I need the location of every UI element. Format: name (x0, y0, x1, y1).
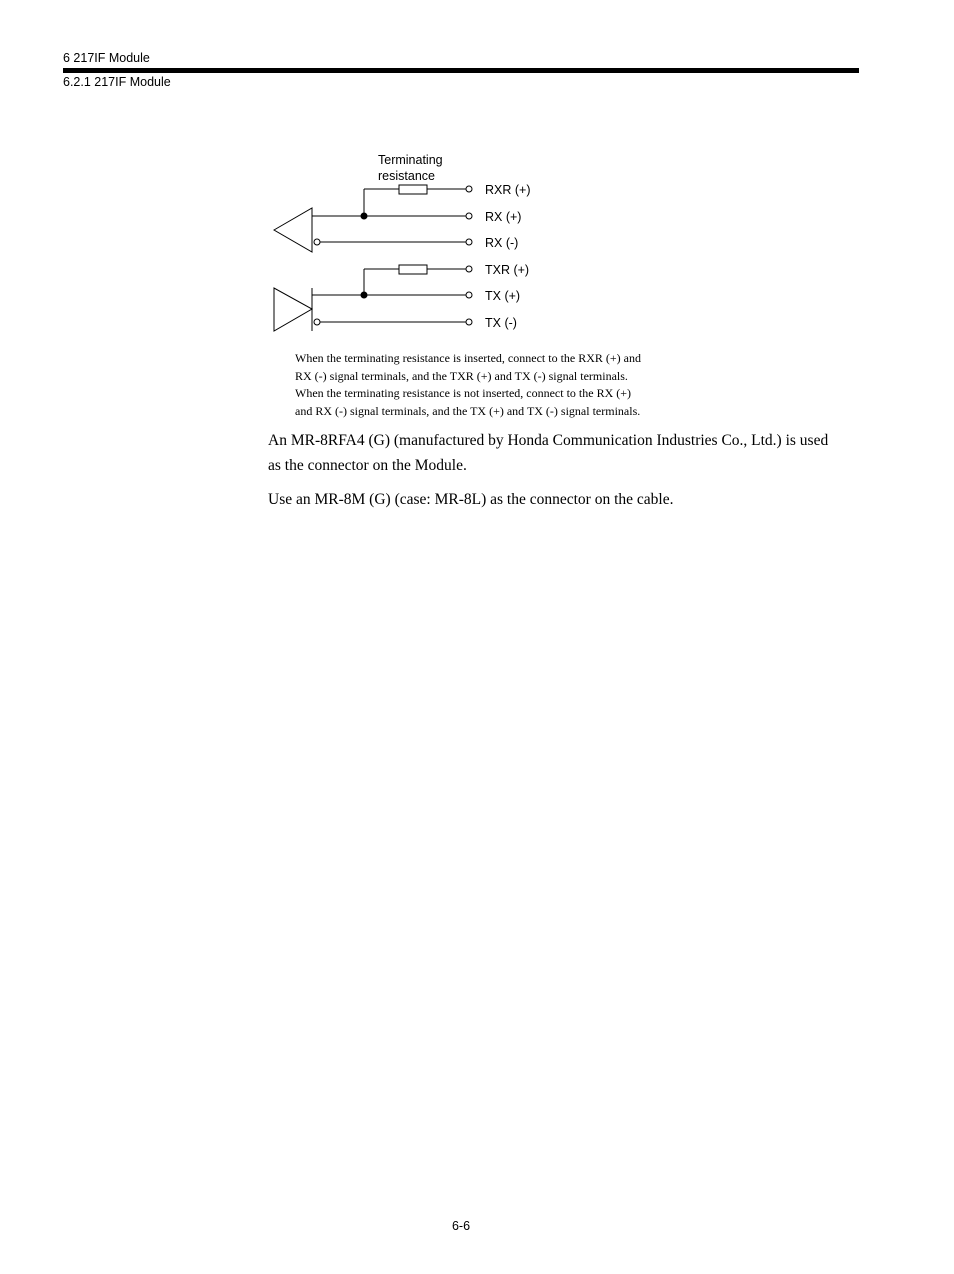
terminal-tx-plus (466, 292, 472, 298)
rx-terminating-resistor (399, 185, 427, 194)
label-tx-plus: TX (+) (485, 289, 521, 303)
paragraph-line: An MR-8RFA4 (G) (manufactured by Honda Communication Industries Co., Ltd.) is used (268, 432, 829, 449)
paragraph-line: as the connector on the Module. (268, 457, 467, 474)
running-header-chapter: 6 217IF Module (63, 51, 150, 65)
label-tx-minus: TX (-) (485, 316, 517, 330)
connector-module-paragraph (268, 428, 858, 478)
terminal-rx-minus (466, 239, 472, 245)
connector-cable-paragraph: Use an MR-8M (G) (case: MR-8L) as the connector on the cable. (268, 491, 674, 508)
label-rxr-plus: RXR (+) (485, 183, 531, 197)
terminal-tx-minus (466, 319, 472, 325)
terminal-rxr-plus (466, 186, 472, 192)
label-txr-plus: TXR (+) (485, 263, 530, 277)
resistance-label-line1: Terminating (378, 153, 443, 167)
caption-line: and RX (-) signal terminals, and the TX (+) and TX (-) signal terminals. (295, 403, 641, 418)
resistance-label-line2: resistance (378, 169, 435, 183)
caption-line: When the terminating resistance is inserted, connect to the RXR (+) and (295, 351, 641, 365)
caption-line: RX (-) signal terminals, and the TXR (+) and TX (-) signal terminals. (295, 368, 628, 383)
receiver-symbol (274, 208, 312, 252)
tx-junction-dot (361, 292, 368, 299)
driver-symbol (274, 288, 312, 331)
terminal-txr-plus (466, 266, 472, 272)
tx-terminating-resistor (399, 265, 427, 274)
page-number: 6-6 (451, 1219, 471, 1233)
rs422-wiring-diagram (262, 148, 562, 338)
label-rx-plus: RX (+) (485, 210, 522, 224)
label-rx-minus: RX (-) (485, 236, 519, 250)
running-header-section: 6.2.1 217IF Module (63, 75, 171, 89)
header-rule (63, 68, 859, 73)
diagram-caption (295, 350, 695, 420)
caption-line: When the terminating resistance is not inserted, connect to the RX (+) (295, 386, 631, 400)
terminal-rx-plus (466, 213, 472, 219)
rx-junction-dot (361, 213, 368, 220)
